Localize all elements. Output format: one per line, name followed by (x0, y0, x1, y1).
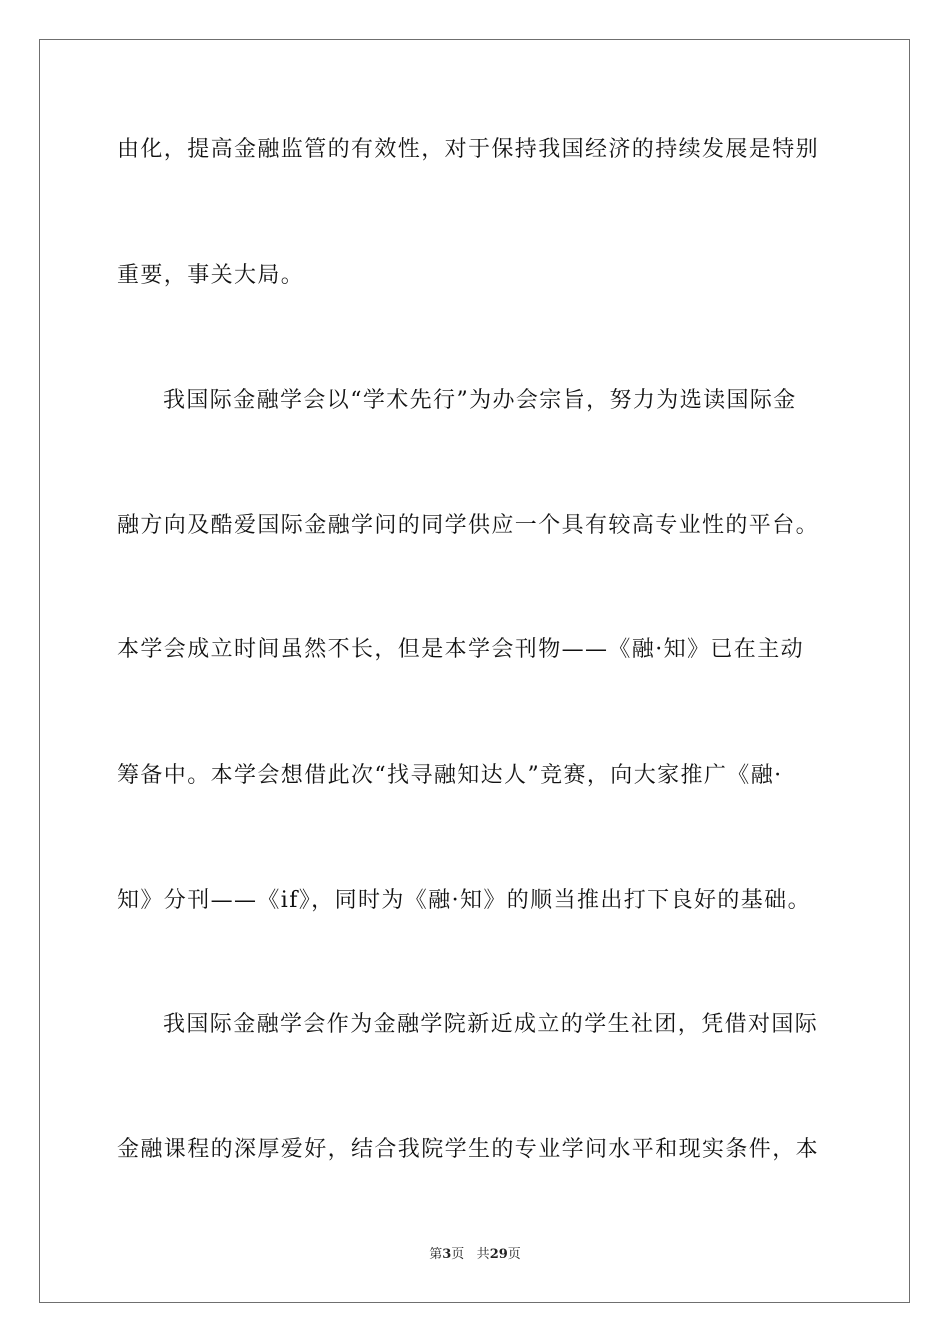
page-border (39, 39, 910, 1303)
text-line: 知》分刊——《if》，同时为《融·知》的顺当推出打下良好的基础。 (117, 888, 811, 913)
text-line: 我国际金融学会以“学术先行”为办会宗旨，努力为选读国际金 (163, 388, 797, 413)
text-line: 筹备中。本学会想借此次“找寻融知达人”竞赛，向大家推广《融· (117, 763, 783, 788)
text-line: 本学会成立时间虽然不长，但是本学会刊物——《融·知》已在主动 (117, 637, 804, 662)
text-line: 金融课程的深厚爱好，结合我院学生的专业学问水平和现实条件，本 (117, 1137, 820, 1162)
total-page-number: 29 (489, 1247, 508, 1262)
current-page-number: 3 (442, 1247, 452, 1262)
total-suffix: 页 (507, 1247, 521, 1262)
page-footer (0, 1246, 950, 1264)
page-prefix: 第 (429, 1247, 443, 1262)
text-line: 由化，提高金融监管的有效性，对于保持我国经济的持续发展是特别 (117, 137, 820, 162)
text-line: 重要，事关大局。 (117, 263, 305, 288)
page-suffix: 页 (451, 1247, 465, 1262)
text-line: 融方向及酷爱国际金融学问的同学供应一个具有较高专业性的平台。 (117, 513, 820, 538)
total-prefix: 共 (476, 1247, 490, 1262)
text-line: 我国际金融学会作为金融学院新近成立的学生社团，凭借对国际 (163, 1012, 819, 1037)
